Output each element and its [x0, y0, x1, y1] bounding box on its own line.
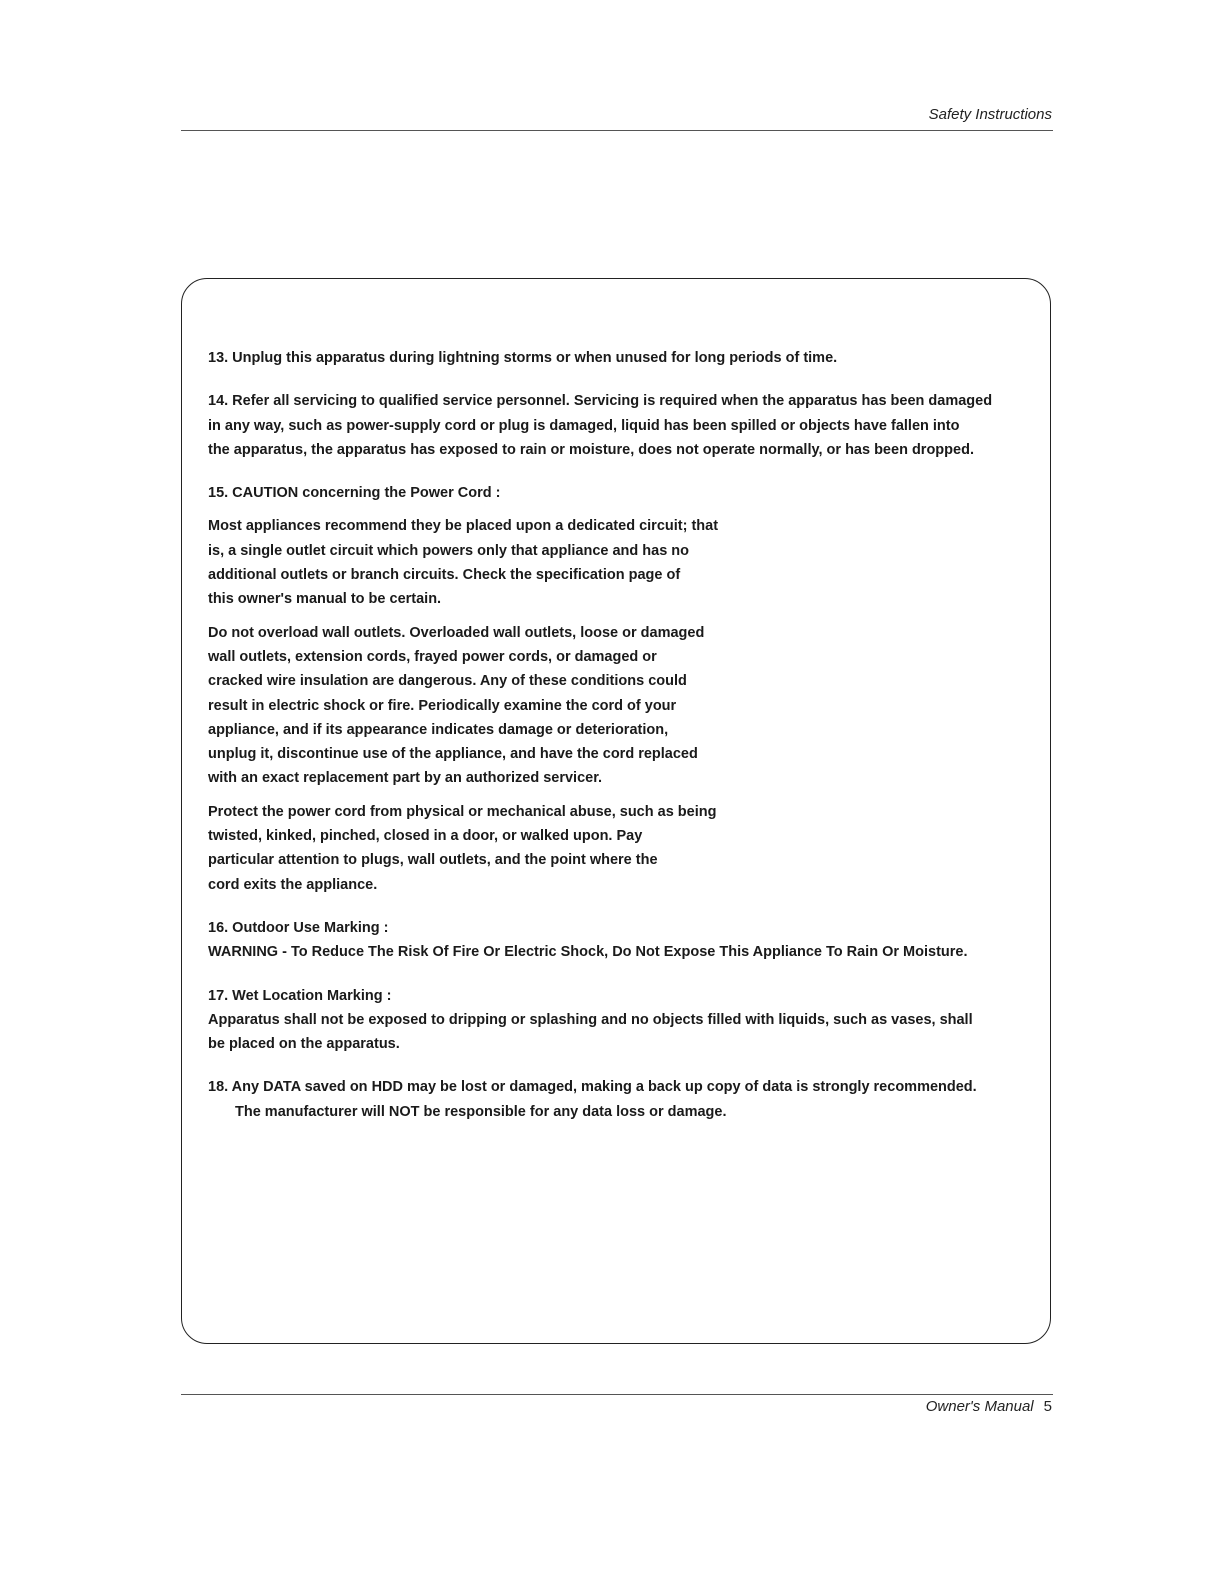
item-14-line: the apparatus, the apparatus has exposed to rain or moisture, does not operate normally, or has been dropped. [208, 441, 974, 458]
footer [926, 1398, 1052, 1415]
footer-divider [181, 1394, 1053, 1395]
item-17-heading: 17. Wet Location Marking : [208, 987, 392, 1004]
item-17-line: be placed on the apparatus. [208, 1036, 400, 1053]
item-17 [208, 984, 1038, 1057]
paragraph-line: with an exact replacement part by an authorized servicer. [208, 770, 603, 787]
page-number: 5 [1043, 1398, 1052, 1415]
item-14 [208, 389, 1038, 462]
paragraph-line: this owner's manual to be certain. [208, 591, 442, 608]
header-divider [181, 130, 1053, 131]
item-15-paragraph-1 [208, 514, 748, 611]
paragraph-line: additional outlets or branch circuits. Check the specification page of [208, 567, 681, 584]
paragraph-line: is, a single outlet circuit which powers only that appliance and has no [208, 542, 690, 559]
item-16-heading: 16. Outdoor Use Marking : [208, 919, 389, 936]
paragraph-line: twisted, kinked, pinched, closed in a door, or walked upon. Pay [208, 828, 643, 845]
item-16-warning: WARNING - To Reduce The Risk Of Fire Or Electric Shock, Do Not Expose This Appliance To Rain Or Moisture. [208, 944, 968, 961]
header-section-title: Safety Instructions [928, 106, 1052, 123]
paragraph-line: unplug it, discontinue use of the appliance, and have the cord replaced [208, 746, 698, 763]
item-18-line: The manufacturer will NOT be responsible for any data loss or damage. [235, 1103, 727, 1120]
footer-manual-label: Owner's Manual [925, 1398, 1034, 1415]
paragraph-line: result in electric shock or fire. Periodically examine the cord of your [208, 697, 677, 714]
paragraph-line: Most appliances recommend they be placed upon a dedicated circuit; that [208, 518, 719, 535]
paragraph-line: wall outlets, extension cords, frayed power cords, or damaged or [208, 648, 657, 665]
paragraph-line: Do not overload wall outlets. Overloaded wall outlets, loose or damaged [208, 624, 705, 641]
item-18 [208, 1075, 1038, 1124]
paragraph-line: appliance, and if its appearance indicates damage or deterioration, [208, 721, 669, 738]
item-14-line: in any way, such as power-supply cord or plug is damaged, liquid has been spilled or objects have fallen into [208, 417, 960, 434]
item-18-line: 18. Any DATA saved on HDD may be lost or damaged, making a back up copy of data is strongly recommended. [208, 1079, 977, 1096]
item-15-heading: 15. CAUTION concerning the Power Cord : [208, 485, 501, 502]
item-15-paragraph-2 [208, 621, 748, 791]
paragraph-line: cracked wire insulation are dangerous. Any of these conditions could [208, 673, 687, 690]
item-14-line: 14. Refer all servicing to qualified service personnel. Servicing is required when the apparatus has been damaged [208, 393, 993, 410]
item-15-paragraph-3 [208, 800, 748, 897]
paragraph-line: particular attention to plugs, wall outlets, and the point where the [208, 852, 658, 869]
paragraph-line: Protect the power cord from physical or mechanical abuse, such as being [208, 803, 717, 820]
paragraph-line: cord exits the appliance. [208, 876, 378, 893]
item-16 [208, 916, 1038, 965]
safety-content [208, 346, 1038, 1124]
item-13: 13. Unplug this apparatus during lightning storms or when unused for long periods of time. [208, 350, 838, 366]
item-17-line: Apparatus shall not be exposed to dripping or splashing and no objects filled with liquids, such as vases, shall [208, 1011, 973, 1028]
